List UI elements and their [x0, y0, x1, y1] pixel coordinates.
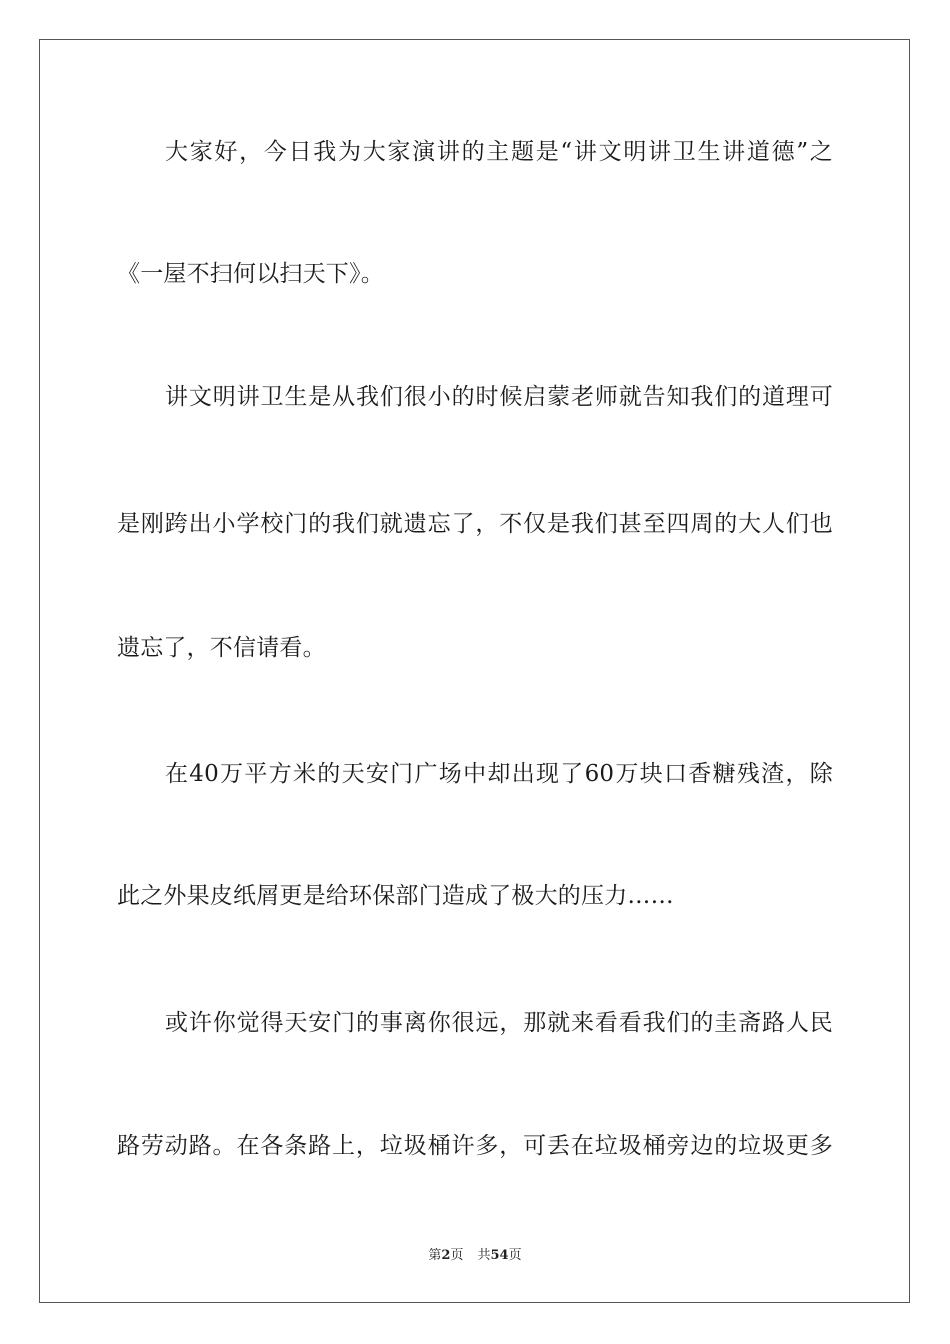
page-suffix: 页 [450, 1248, 464, 1263]
total-suffix: 页 [508, 1248, 522, 1263]
paragraph-3-line-1: 在40万平方米的天安门广场中却出现了60万块口香糖残渣，除 [165, 761, 833, 787]
paragraph-2-line-1: 讲文明讲卫生是从我们很小的时候启蒙老师就告知我们的道理可 [165, 384, 833, 410]
paragraph-2-line-3: 遗忘了，不信请看。 [117, 635, 326, 661]
page-total: 54 [490, 1248, 509, 1263]
paragraph-2-line-2: 是刚跨出小学校门的我们就遗忘了，不仅是我们甚至四周的大人们也 [117, 511, 833, 537]
paragraph-1-line-2: 《一屋不扫何以扫天下》。 [117, 261, 384, 287]
page-prefix: 第 [428, 1248, 442, 1263]
page-footer [0, 1248, 950, 1264]
total-prefix: 共 [477, 1248, 491, 1263]
paragraph-4-line-1: 或许你觉得天安门的事离你很远，那就来看看我们的圭斋路人民 [165, 1010, 833, 1036]
paragraph-1-line-1: 大家好，今日我为大家演讲的主题是“讲文明讲卫生讲道德”之 [165, 139, 833, 165]
paragraph-3-line-2: 此之外果皮纸屑更是给环保部门造成了极大的压力…… [117, 883, 674, 909]
paragraph-4-line-2: 路劳动路。在各条路上，垃圾桶许多，可丢在垃圾桶旁边的垃圾更多 [117, 1133, 833, 1159]
page-border [39, 39, 910, 1303]
page-current: 2 [441, 1248, 451, 1263]
